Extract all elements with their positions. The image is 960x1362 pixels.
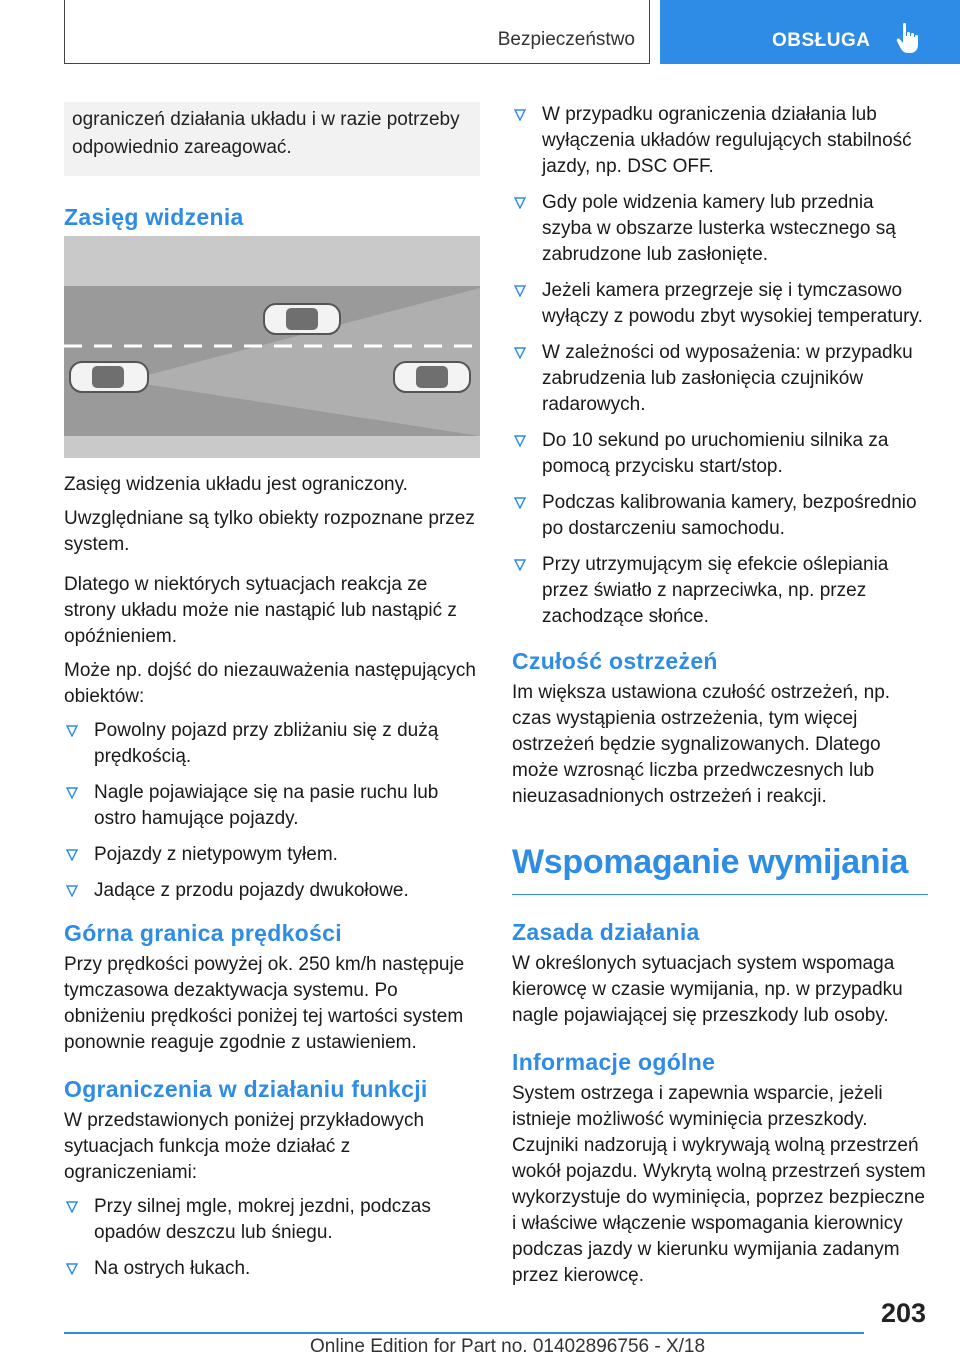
note-box: ograniczeń działania układu i w razie potrzeby odpowiednio zareagować.: [64, 102, 480, 176]
paragraph: W określonych sytuacjach system wspomaga kierowcę w czasie wymijania, np. w przypadku nagle pojawiającej się przeszkody lub osoby.: [512, 953, 903, 1026]
triangle-bullet-icon: [514, 497, 526, 509]
triangle-bullet-icon: [514, 347, 526, 359]
car-far-icon: [394, 362, 470, 392]
paragraph: Zasięg widzenia układu jest ograniczony.: [64, 474, 408, 495]
section-tab: [64, 0, 650, 64]
paragraph: Przy prędkości powyżej ok. 250 km/h następuje tymczasowa dezaktywacja systemu. Po obniżeniu prędkości poniżej tej wartości system ponownie reaguje zgodnie z ustawieniem.: [64, 954, 465, 1053]
list-item: Powolny pojazd przy zbliżaniu się z dużą prędkością.: [64, 718, 480, 770]
list-item: W zależności od wyposażenia: w przypadku zabrudzenia lub zasłonięcia czujników radarowych.: [512, 340, 928, 418]
chapter-tab: [660, 0, 960, 64]
limitations-list: [512, 102, 928, 630]
triangle-bullet-icon: [514, 197, 526, 209]
range-illustration: [64, 236, 480, 458]
triangle-bullet-icon: [66, 1201, 78, 1213]
conditions-list: [64, 1194, 480, 1282]
chapter-title: OBSŁUGA: [772, 30, 871, 51]
paragraph: Im większa ustawiona czułość ostrzeżeń, np. czas wystąpienia ostrzeżenia, tym więcej ostrzeżeń będzie sygnalizowanych. Dlatego może wzrosnąć liczba przedwczesnych lub nieuzasadnionych ostrzeżeń i reakcji.: [512, 682, 891, 807]
heading-evasion-assistant: Wspomaganie wymijania: [512, 840, 928, 895]
triangle-bullet-icon: [66, 885, 78, 897]
section-title: Bezpieczeństwo: [497, 29, 635, 50]
heading-visibility-range: Zasięg widzenia: [64, 204, 244, 230]
paragraph: System ostrzega i zapewnia wsparcie, jeżeli istnieje możliwość wyminięcia przeszkody. Czujniki nadzorują i wykrywają wolną przestrzeń wokół pojazdu. Wykrytą wolną przestrzeń system wykorzystuje do wyminięcia, poprzez bezpieczne i właściwe włączenie wspomagania kierownicy podczas jazdy w kierunku wymijania zadanym przez kierowcę.: [512, 1083, 926, 1286]
heading-speed-limit: Górna granica prędkości: [64, 920, 342, 946]
list-item: Podczas kalibrowania kamery, bezpośrednio po dostarczeniu samochodu.: [512, 490, 928, 542]
page-header: [0, 0, 960, 66]
list-item: Pojazdy z nietypowym tyłem.: [64, 842, 480, 868]
heading-general-info: Informacje ogólne: [512, 1049, 716, 1075]
car-ahead-icon: [264, 304, 340, 334]
hand-pointer-icon: [896, 22, 922, 54]
right-column: [512, 102, 928, 1297]
triangle-bullet-icon: [66, 725, 78, 737]
page-number: 203: [880, 1298, 926, 1328]
heading-warning-sensitivity: Czułość ostrzeżeń: [512, 648, 718, 674]
objects-list: [64, 718, 480, 904]
road-diagram: [64, 236, 480, 458]
list-item: Nagle pojawiające się na pasie ruchu lub ostro hamujące pojazdy.: [64, 780, 480, 832]
triangle-bullet-icon: [514, 285, 526, 297]
triangle-bullet-icon: [66, 1263, 78, 1275]
triangle-bullet-icon: [66, 849, 78, 861]
paragraph: Dlatego w niektórych sytuacjach reakcja ze strony układu może nie nastąpić lub nastąpić z opóźnieniem.: [64, 574, 457, 647]
paragraph: Uwzględniane są tylko obiekty rozpoznane przez system.: [64, 508, 475, 555]
list-item: Przy silnej mgle, mokrej jezdni, podczas opadów deszczu lub śniegu.: [64, 1194, 480, 1246]
list-item: Jeżeli kamera przegrzeje się i tymczasowo wyłączy z powodu zbyt wysokiej temperatury.: [512, 278, 928, 330]
triangle-bullet-icon: [66, 787, 78, 799]
list-item: W przypadku ograniczenia działania lub wyłączenia układów regulujących stabilność jazdy, np. DSC OFF.: [512, 102, 928, 180]
footer-divider: [64, 1332, 864, 1334]
triangle-bullet-icon: [514, 109, 526, 121]
heading-principle: Zasada działania: [512, 919, 700, 945]
list-item: Gdy pole widzenia kamery lub przednia szyba w obszarze lusterka wstecznego są zabrudzone lub zasłonięte.: [512, 190, 928, 268]
heading-function-limits: Ograniczenia w działaniu funkcji: [64, 1076, 428, 1102]
list-item: Do 10 sekund po uruchomieniu silnika za pomocą przycisku start/stop.: [512, 428, 928, 480]
ego-car-icon: [70, 362, 148, 392]
triangle-bullet-icon: [514, 435, 526, 447]
edition-note: Online Edition for Part no. 01402896756 - X/18: [310, 1336, 706, 1357]
list-item: Jadące z przodu pojazdy dwukołowe.: [64, 878, 480, 904]
list-item: Przy utrzymującym się efekcie oślepiania przez światło z naprzeciwka, np. przez zachodzące słońce.: [512, 552, 928, 630]
triangle-bullet-icon: [514, 559, 526, 571]
left-column: [64, 102, 480, 1292]
paragraph: Może np. dojść do niezauważenia następujących obiektów:: [64, 660, 476, 707]
paragraph: W przedstawionych poniżej przykładowych sytuacjach funkcja może działać z ograniczeniami:: [64, 1110, 425, 1183]
list-item: Na ostrych łukach.: [64, 1256, 480, 1282]
